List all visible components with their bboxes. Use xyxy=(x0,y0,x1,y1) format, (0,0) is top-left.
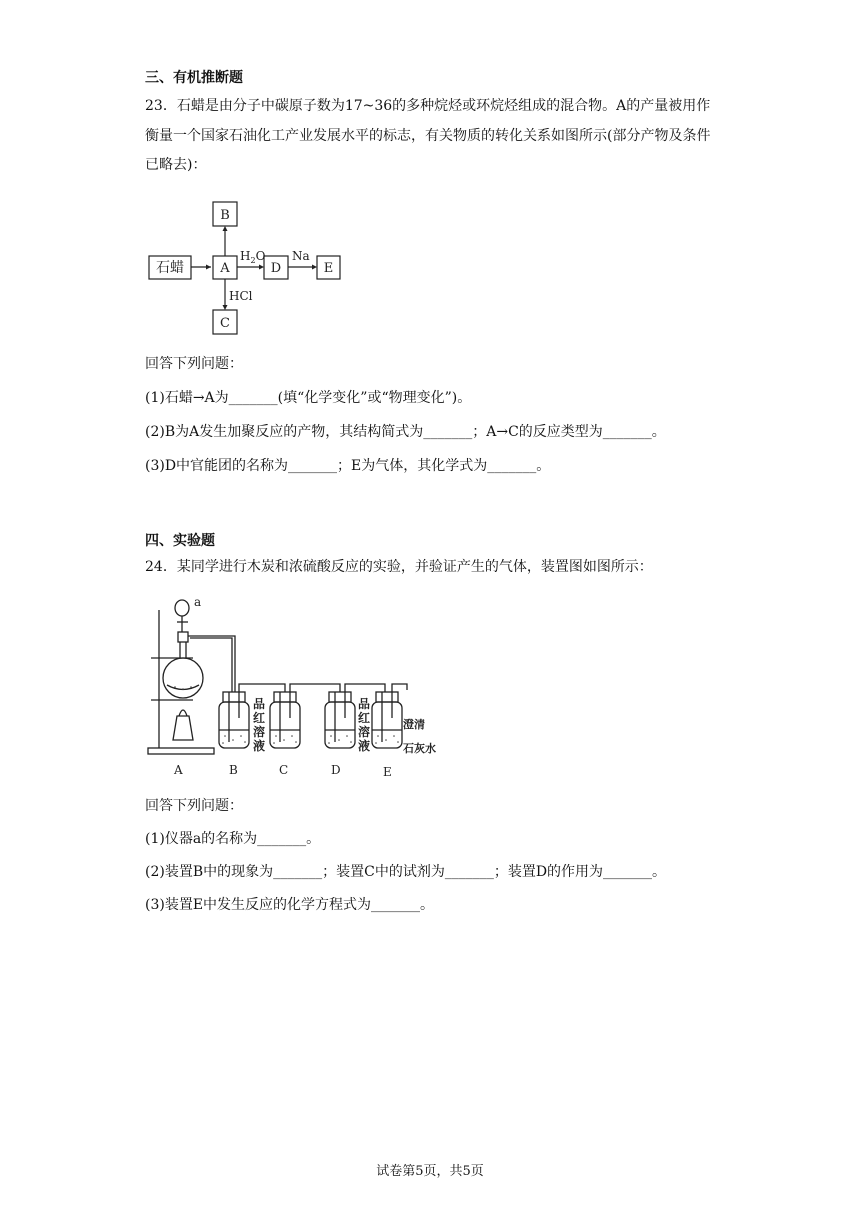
reagent-na-label: Na xyxy=(292,249,310,263)
reagent-3-line-2: 石灰水 xyxy=(403,742,436,755)
section-heading-experiment: 四、实验题 xyxy=(145,533,215,549)
device-label-a: A xyxy=(174,763,183,777)
question-23-intro: 23．石蜡是由分子中碳原子数为17~36的多种烷烃或环烷烃组成的混合物。A的产量被用作衡量一个国家石油化工产业发展水平的标志，有关物质的转化关系如图所示(部分产物及条件已略去)： xyxy=(145,98,711,173)
box-paraffin-label: 石蜡 xyxy=(156,260,184,276)
reagent-1-char-4: 液 xyxy=(253,739,266,753)
reagent-h2o-label: $H_2O$ xyxy=(240,249,266,265)
question-24-intro: 24．某同学进行木炭和浓硫酸反应的实验，并验证产生的气体，装置图如图所示： xyxy=(145,559,653,575)
funnel-label-a: a xyxy=(194,595,202,609)
reaction-flow-diagram xyxy=(145,198,365,338)
reagent-1-char-1: 品 xyxy=(253,697,266,711)
box-c-label: C xyxy=(220,316,230,331)
question-24-answer-prompt: 回答下列问题： xyxy=(145,798,243,814)
reagent-2-char-3: 溶 xyxy=(358,725,371,739)
reagent-2-char-2: 红 xyxy=(358,711,371,725)
experiment-apparatus-diagram xyxy=(145,590,436,780)
box-d-label: D xyxy=(270,261,282,276)
question-23-item-3: (3)D中官能团的名称为_______；E为气体，其化学式为_______。 xyxy=(145,458,551,474)
reagent-1-char-3: 溶 xyxy=(253,725,266,739)
reagent-3-line-1: 澄清 xyxy=(403,718,425,731)
device-label-c: C xyxy=(279,763,289,777)
box-b-label: B xyxy=(220,208,230,223)
reagent-2-char-4: 液 xyxy=(358,739,371,753)
question-23-item-2: (2)B为A发生加聚反应的产物，其结构简式为_______；A→C的反应类型为_______。 xyxy=(145,424,666,440)
question-23-answer-prompt: 回答下列问题： xyxy=(145,356,243,372)
device-label-b: B xyxy=(229,763,238,777)
question-23-item-1: (1)石蜡→A为_______(填“化学变化”或“物理变化”)。 xyxy=(145,390,472,406)
section-heading-organic: 三、有机推断题 xyxy=(145,70,243,86)
box-a-label: A xyxy=(220,261,230,276)
box-e-label: E xyxy=(323,261,334,276)
reagent-hcl-label: HCl xyxy=(229,289,253,303)
device-label-d: D xyxy=(331,763,341,777)
question-24-item-1: (1)仪器a的名称为_______。 xyxy=(145,831,321,847)
device-label-e: E xyxy=(383,765,392,779)
reagent-1-char-2: 红 xyxy=(253,711,266,725)
page-footer: 试卷第5页，共5页 xyxy=(376,1164,484,1179)
question-24-item-2: (2)装置B中的现象为_______；装置C中的试剂为_______；装置D的作用为_______。 xyxy=(145,864,667,880)
reagent-2-char-1: 品 xyxy=(358,697,371,711)
question-24-item-3: (3)装置E中发生反应的化学方程式为_______。 xyxy=(145,897,435,913)
